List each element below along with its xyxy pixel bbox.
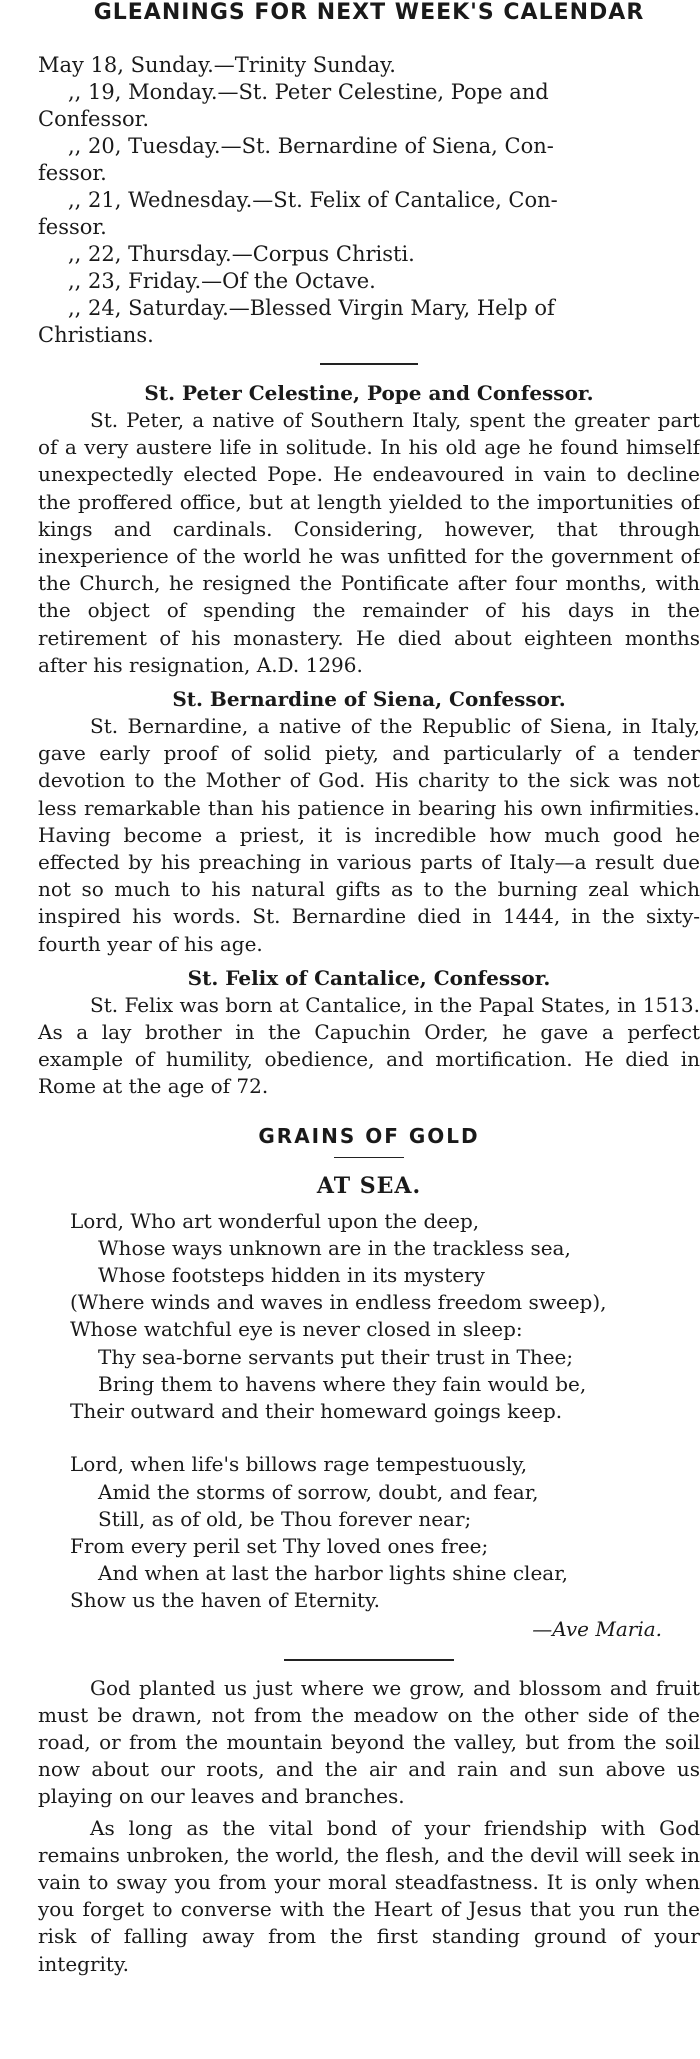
calendar-prefix: ,, 20, bbox=[68, 134, 122, 158]
calendar-prefix: ,, 23, bbox=[68, 269, 122, 293]
poem-stanza bbox=[38, 1451, 700, 1614]
stanza-gap bbox=[38, 1425, 700, 1451]
calendar-continuation: fessor. bbox=[38, 215, 107, 239]
poem-line: Whose footsteps hidden in its mystery bbox=[98, 1263, 485, 1288]
calendar-text: Tuesday.—St. Bernardine of Siena, Con- bbox=[128, 134, 554, 158]
calendar-text: Wednesday.—St. Felix of Cantalice, Con- bbox=[128, 188, 558, 212]
calendar-entry bbox=[38, 295, 700, 322]
poem-line: Their outward and their homeward goings keep. bbox=[70, 1399, 563, 1424]
poem-line: Amid the storms of sorrow, doubt, and fear, bbox=[98, 1479, 539, 1504]
poem-line: Bring them to havens where they fain would be, bbox=[98, 1371, 587, 1396]
calendar-text: Saturday.—Blessed Virgin Mary, Help of bbox=[128, 296, 555, 320]
calendar-prefix: May 18, bbox=[38, 53, 124, 77]
closing-paragraph: As long as the vital bond of your friendship with God remains unbroken, the world, the flesh, and the devil will seek in vain to sway you from your moral steadfastness. It is only when you forget to converse with the Heart of Jesus that you run the risk of falling away from the first standing ground of your integrity. bbox=[38, 1815, 700, 1976]
calendar-prefix: ,, 22, bbox=[68, 242, 122, 266]
poem-line: Thy sea-borne servants put their trust in Thee; bbox=[98, 1344, 574, 1369]
poem-line: Whose ways unknown are in the trackless sea, bbox=[98, 1235, 571, 1260]
poem-line: Lord, Who art wonderful upon the deep, bbox=[70, 1208, 480, 1233]
calendar-prefix: ,, 24, bbox=[68, 296, 122, 320]
closing-paragraph: God planted us just where we grow, and blossom and fruit must be drawn, not from the meadow on the other side of the road, or from the mountain beyond the valley, but from the soil now about our roots, and the air and rain and sun above us playing on our leaves and branches. bbox=[38, 1675, 700, 1809]
section-divider bbox=[320, 363, 418, 365]
calendar-prefix: ,, 21, bbox=[68, 188, 122, 212]
saint-body: St. Bernardine, a native of the Republic of Siena, in Italy, gave early proof of solid piety, and particularly of a tender devotion to the Mother of God. His charity to the sick was not less remarkable than his patience in bearing his own infirmities. Having become a priest, it is incredible how much good he effected by his preaching in various parts of Italy—a result due not so much to his natural gifts as to the burning zeal which inspired his words. St. Bernardine died in 1444, in the sixty-fourth year of his age. bbox=[38, 714, 700, 956]
calendar-entry bbox=[38, 52, 700, 79]
poem-line: Lord, when life's billows rage tempestuously, bbox=[70, 1452, 528, 1477]
poem-line: Show us the haven of Eternity. bbox=[70, 1588, 381, 1613]
calendar-text: Sunday.—Trinity Sunday. bbox=[130, 53, 396, 77]
saint-title: St. Peter Celestine, Pope and Confessor. bbox=[144, 381, 594, 405]
title-underline bbox=[334, 1157, 404, 1158]
calendar-entry bbox=[38, 241, 700, 268]
poem-line: Still, as of old, be Thou forever near; bbox=[98, 1506, 472, 1531]
poem-stanza bbox=[38, 1208, 700, 1426]
calendar-text: Monday.—St. Peter Celestine, Pope and bbox=[128, 80, 549, 104]
calendar-heading: GLEANINGS FOR NEXT WEEK'S CALENDAR bbox=[93, 0, 645, 25]
calendar-text: Friday.—Of the Octave. bbox=[128, 269, 376, 293]
saint-body: St. Peter, a native of Southern Italy, spent the greater part of a very austere life in solitude. In his old age he found himself unexpectedly elected Pope. He endeavoured in vain to decline the proffered office, but at length yielded to the importunities of kings and cardinals. Considering, however, that through inexperience of the world he was unfitted for the government of the Church, he resigned the Pontificate after four months, with the object of spending the remainder of his days in the retirement of his monastery. He died about eighteen months after his resignation, A.D. 1296. bbox=[38, 408, 700, 677]
poem-line: (Where winds and waves in endless freedom sweep), bbox=[70, 1290, 607, 1315]
calendar-continuation: Christians. bbox=[38, 323, 154, 347]
calendar-list bbox=[38, 52, 700, 349]
saint-title: St. Bernardine of Siena, Confessor. bbox=[172, 687, 566, 712]
calendar-text: Thursday.—Corpus Christi. bbox=[128, 242, 415, 266]
saint-body: St. Felix was born at Cantalice, in the Papal States, in 1513. As a lay brother in the Capuchin Order, he gave a perfect example of humility, obedience, and mortification. He died in Rome at the age of 72. bbox=[38, 992, 700, 1099]
grains-heading: GRAINS OF GOLD bbox=[258, 1123, 480, 1148]
poem-title: AT SEA. bbox=[316, 1172, 422, 1199]
newspaper-column bbox=[38, 0, 700, 1978]
calendar-entry bbox=[38, 79, 700, 106]
poem-line: And when at last the harbor lights shine clear, bbox=[98, 1561, 568, 1586]
poem-attribution: —Ave Maria. bbox=[532, 1616, 662, 1641]
calendar-prefix: ,, 19, bbox=[68, 80, 122, 104]
calendar-entry bbox=[38, 268, 700, 295]
calendar-continuation: Confessor. bbox=[38, 107, 150, 131]
poem-line: Whose watchful eye is never closed in sleep: bbox=[70, 1317, 523, 1342]
saint-title: St. Felix of Cantalice, Confessor. bbox=[187, 965, 551, 990]
poem-line: From every peril set Thy loved ones free; bbox=[70, 1533, 489, 1558]
calendar-entry bbox=[38, 187, 700, 214]
calendar-entry bbox=[38, 133, 700, 160]
section-divider bbox=[284, 1659, 454, 1661]
calendar-continuation: fessor. bbox=[38, 161, 107, 185]
